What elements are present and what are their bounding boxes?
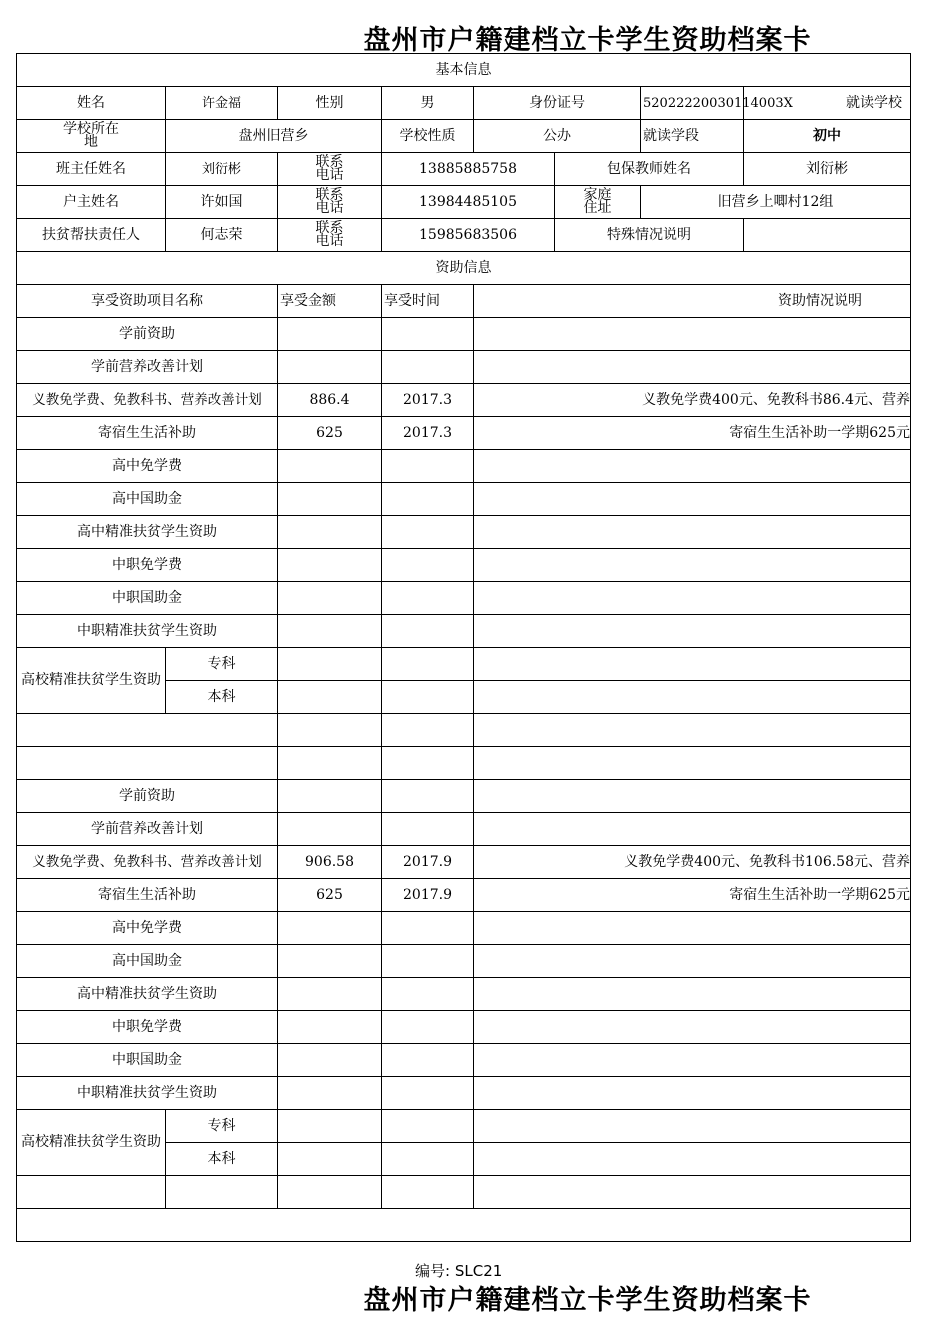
aid-time <box>382 1176 474 1209</box>
aid-item: 高中国助金 <box>17 483 278 516</box>
aid-description <box>474 681 911 714</box>
aid-description <box>474 516 911 549</box>
aid-item: 义教免学费、免教科书、营养改善计划 <box>17 384 278 417</box>
aid-item-sub <box>166 1176 278 1209</box>
aid-row <box>17 945 911 978</box>
aid-row <box>17 615 911 648</box>
aid-description <box>474 780 911 813</box>
householder-phone-label: 联系电话 <box>278 186 382 219</box>
aid-description <box>474 1011 911 1044</box>
university-aid-label: 高校精准扶贫学生资助 <box>17 1110 166 1176</box>
aid-row <box>17 879 911 912</box>
basic-info-header: 基本信息 <box>17 54 911 87</box>
bachelor-label: 本科 <box>166 681 278 714</box>
aid-amount <box>278 582 382 615</box>
aid-item: 高中免学费 <box>17 450 278 483</box>
aid-description <box>474 549 911 582</box>
aid-time <box>382 549 474 582</box>
bachelor-label: 本科 <box>166 1143 278 1176</box>
junior-college-label: 专科 <box>166 1110 278 1143</box>
aid-time <box>382 714 474 747</box>
aid-item: 中职免学费 <box>17 549 278 582</box>
aid-amount <box>278 351 382 384</box>
aid-time <box>382 780 474 813</box>
aid-description <box>474 1044 911 1077</box>
id-label: 身份证号 <box>474 87 641 120</box>
serial-number: 编号: SLC21 <box>415 1262 503 1280</box>
aid-item: 寄宿生生活补助 <box>17 879 278 912</box>
aid-amount <box>278 813 382 846</box>
address-value: 旧营乡上唧村12组 <box>641 186 911 219</box>
aid-time <box>382 582 474 615</box>
aid-amount: 886.4 <box>278 384 382 417</box>
guarantee-teacher-value: 刘衍彬 <box>744 153 911 186</box>
aid-description <box>474 1077 911 1110</box>
householder-label: 户主姓名 <box>17 186 166 219</box>
householder-value: 许如国 <box>166 186 278 219</box>
aid-item: 高中免学费 <box>17 912 278 945</box>
aid-time <box>382 1044 474 1077</box>
aid-row <box>17 813 911 846</box>
aid-time: 2017.3 <box>382 417 474 450</box>
aid-time <box>382 1110 474 1143</box>
aid-item: 中职国助金 <box>17 582 278 615</box>
aid-info-header: 资助信息 <box>17 252 911 285</box>
aid-row <box>17 351 911 384</box>
aid-description <box>474 747 911 780</box>
aid-description <box>474 813 911 846</box>
school-type-value: 公办 <box>474 120 641 153</box>
aid-amount <box>278 648 382 681</box>
aid-row <box>17 978 911 1011</box>
col-time-header: 享受时间 <box>382 285 474 318</box>
aid-item: 学前营养改善计划 <box>17 351 278 384</box>
aid-row-blank <box>17 1176 911 1209</box>
teacher-label: 班主任姓名 <box>17 153 166 186</box>
col-item-header: 享受资助项目名称 <box>17 285 278 318</box>
aid-amount <box>278 318 382 351</box>
aid-time <box>382 615 474 648</box>
aid-time <box>382 1011 474 1044</box>
aid-row <box>17 516 911 549</box>
aid-amount <box>278 1011 382 1044</box>
aid-row-blank <box>17 747 911 780</box>
name-value: 许金福 <box>166 87 278 120</box>
aid-amount <box>278 945 382 978</box>
aid-amount <box>278 516 382 549</box>
address-label: 家庭住址 <box>555 186 641 219</box>
aid-amount <box>278 912 382 945</box>
aid-row <box>17 318 911 351</box>
aid-amount <box>278 549 382 582</box>
aid-row <box>17 483 911 516</box>
guarantee-teacher-label: 包保教师姓名 <box>555 153 744 186</box>
aid-row <box>17 582 911 615</box>
responsible-value: 何志荣 <box>166 219 278 252</box>
aid-item: 中职精准扶贫学生资助 <box>17 1077 278 1110</box>
aid-time <box>382 450 474 483</box>
aid-amount <box>278 1044 382 1077</box>
aid-time <box>382 912 474 945</box>
aid-amount <box>278 681 382 714</box>
school-type-label: 学校性质 <box>382 120 474 153</box>
aid-item: 高中精准扶贫学生资助 <box>17 516 278 549</box>
aid-amount <box>278 747 382 780</box>
aid-row <box>17 780 911 813</box>
aid-item: 义教免学费、免教科书、营养改善计划 <box>17 846 278 879</box>
special-label: 特殊情况说明 <box>555 219 744 252</box>
aid-time <box>382 648 474 681</box>
aid-item: 寄宿生生活补助 <box>17 417 278 450</box>
aid-time <box>382 1143 474 1176</box>
aid-amount <box>278 978 382 1011</box>
aid-time <box>382 945 474 978</box>
aid-description <box>474 615 911 648</box>
aid-description <box>474 978 911 1011</box>
aid-item: 高中国助金 <box>17 945 278 978</box>
aid-item: 学前资助 <box>17 318 278 351</box>
aid-time <box>382 351 474 384</box>
aid-row <box>17 912 911 945</box>
school-location-value: 盘州旧营乡 <box>166 120 382 153</box>
teacher-phone-value: 13885885758 <box>382 153 555 186</box>
aid-amount <box>278 1110 382 1143</box>
aid-description <box>474 351 911 384</box>
aid-amount: 625 <box>278 417 382 450</box>
aid-description <box>474 483 911 516</box>
aid-amount <box>278 1143 382 1176</box>
aid-row-blank <box>17 714 911 747</box>
aid-item: 中职精准扶贫学生资助 <box>17 615 278 648</box>
aid-time: 2017.9 <box>382 879 474 912</box>
teacher-phone-label: 联系电话 <box>278 153 382 186</box>
aid-row <box>17 1044 911 1077</box>
aid-amount <box>278 780 382 813</box>
aid-time: 2017.3 <box>382 384 474 417</box>
aid-time <box>382 978 474 1011</box>
aid-description <box>474 714 911 747</box>
school-label: 就读学校 <box>744 87 911 120</box>
aid-description <box>474 450 911 483</box>
university-aid-label: 高校精准扶贫学生资助 <box>17 648 166 714</box>
aid-row <box>17 384 911 417</box>
responsible-label: 扶贫帮扶责任人 <box>17 219 166 252</box>
id-number-value: 52022220030114003X <box>641 87 744 120</box>
aid-description: 寄宿生生活补助一学期625元 <box>474 417 911 450</box>
page-title-repeat: 盘州市户籍建档立卡学生资助档案卡 <box>363 1285 812 1316</box>
aid-time <box>382 681 474 714</box>
aid-description <box>474 1176 911 1209</box>
aid-description <box>474 945 911 978</box>
responsible-phone-value: 15985683506 <box>382 219 555 252</box>
aid-amount <box>278 714 382 747</box>
teacher-value: 刘衍彬 <box>166 153 278 186</box>
school-location-label: 学校所在地 <box>17 120 166 153</box>
aid-amount <box>278 615 382 648</box>
aid-row <box>17 1011 911 1044</box>
aid-row <box>17 450 911 483</box>
closing-row <box>17 1209 911 1242</box>
gender-value: 男 <box>382 87 474 120</box>
stage-value: 初中 <box>744 120 911 153</box>
aid-description <box>474 912 911 945</box>
aid-item <box>17 1176 166 1209</box>
aid-description: 义教免学费400元、免教科书106.58元、营养 <box>474 846 911 879</box>
aid-amount <box>278 1176 382 1209</box>
aid-description <box>474 1143 911 1176</box>
aid-amount <box>278 483 382 516</box>
aid-description <box>474 318 911 351</box>
aid-row <box>17 846 911 879</box>
closing-cell <box>17 1209 911 1242</box>
aid-row-university <box>17 648 911 681</box>
name-label: 姓名 <box>17 87 166 120</box>
aid-item: 高中精准扶贫学生资助 <box>17 978 278 1011</box>
aid-time <box>382 747 474 780</box>
aid-time: 2017.9 <box>382 846 474 879</box>
aid-description <box>474 648 911 681</box>
aid-row-university <box>17 1110 911 1143</box>
responsible-phone-label: 联系电话 <box>278 219 382 252</box>
col-amount-header: 享受金额 <box>278 285 382 318</box>
aid-time <box>382 483 474 516</box>
aid-amount <box>278 450 382 483</box>
aid-item: 中职免学费 <box>17 1011 278 1044</box>
householder-phone-value: 13984485105 <box>382 186 555 219</box>
aid-row <box>17 549 911 582</box>
aid-description <box>474 1110 911 1143</box>
aid-amount: 906.58 <box>278 846 382 879</box>
aid-amount <box>278 1077 382 1110</box>
aid-amount: 625 <box>278 879 382 912</box>
aid-time <box>382 318 474 351</box>
aid-item <box>17 747 278 780</box>
aid-item: 中职国助金 <box>17 1044 278 1077</box>
junior-college-label: 专科 <box>166 648 278 681</box>
gender-label: 性别 <box>278 87 382 120</box>
aid-row <box>17 417 911 450</box>
aid-row <box>17 1077 911 1110</box>
aid-item: 学前营养改善计划 <box>17 813 278 846</box>
aid-item <box>17 714 278 747</box>
archive-card-table <box>16 53 911 1242</box>
special-value <box>744 219 911 252</box>
aid-time <box>382 516 474 549</box>
page-title: 盘州市户籍建档立卡学生资助档案卡 <box>363 25 812 56</box>
aid-description: 寄宿生生活补助一学期625元 <box>474 879 911 912</box>
aid-description <box>474 582 911 615</box>
aid-time <box>382 813 474 846</box>
aid-time <box>382 1077 474 1110</box>
aid-item: 学前资助 <box>17 780 278 813</box>
stage-label: 就读学段 <box>641 120 744 153</box>
aid-description: 义教免学费400元、免教科书86.4元、营养 <box>474 384 911 417</box>
col-desc-header: 资助情况说明 <box>474 285 911 318</box>
